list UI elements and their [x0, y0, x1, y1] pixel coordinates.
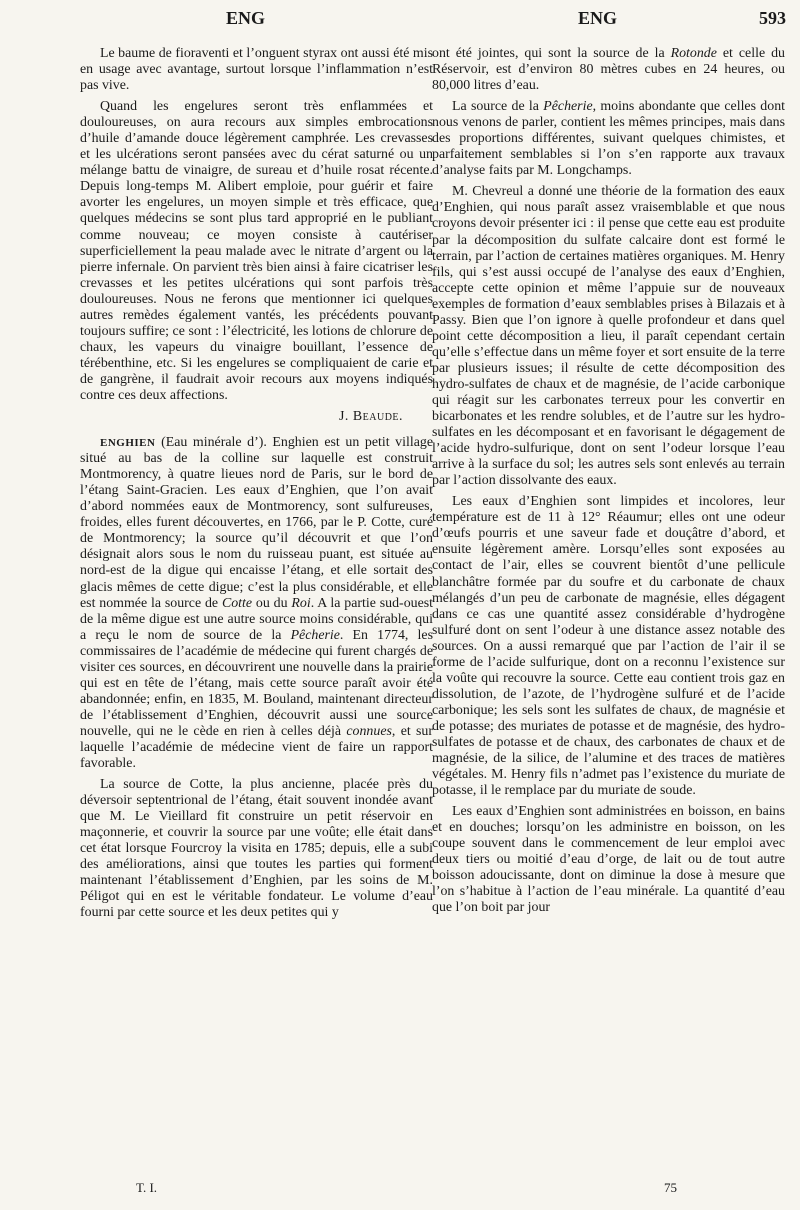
author-signature — [80, 409, 403, 425]
paragraph-text: , moins abondante que celles dont nous venons de parler, contient les mêmes principes, mais dans des proportions différentes, suivant quelques chimistes, et parfaitement semblables si l’on s’en rapporte aux travaux d’analyse faits par M. Longchamps. — [432, 99, 785, 179]
left-column — [80, 46, 433, 926]
paragraph-text: ont été jointes, qui sont la source de la — [432, 46, 671, 61]
italic-term: Cotte — [221, 595, 253, 611]
paragraph: Quand les engelures seront très enflammées et douloureuses, on aura recours aux simples embrocations d’huile d’amande douce légèrement camphrée. Les crevasses et les ulcérations seront pansées avec du cérat saturné ou un mélange battu de vinaigre, de sureau et d’huile rosat récente. Depuis long-temps M. Alibert emploie, pour guérir et faire avorter les engelures, un moyen simple et très efficace, que quelques médecins se sont plus tard approprié en le publiant comme nouveau; ce moyen consiste à cautériser superficiellement la peau malade avec le nitrate d’argent ou la pierre infernale. On parvient très bien ainsi à faire cicatriser les crevasses et les petites ulcérations qui sont parfois très douloureuses. Nous ne ferons que mentionner ici quelques autres remèdes également vantés, les précédents pouvant toujours suffire; ce sont : l’électricité, les lotions de chlorure de chaux, les vapeurs du vinaigre bouillant, l’essence de térébenthine, etc. Si les engelures se compliquaient de carie et de gangrène, il faudrait avoir recours aux moyens indiqués contre ces deux affections. — [80, 99, 433, 403]
header-left-word: ENG — [226, 8, 266, 28]
entry-headword: ENGHIEN — [100, 437, 156, 450]
paragraph: La source de Cotte, la plus ancienne, placée près du déversoir septentrional de l’étang, était souvent inondée avant que M. Le Vieillard fit construire un petit réservoir en maçonnerie, et couvrir la source par une voûte; elle était dans cet état lorsque Fourcroy la visita en 1785; depuis, elle a subi des améliorations, ainsi que toutes les parties qui forment maintenant l’établissement d’Enghien, par les soins de M. Péligot qui en est le véritable fondateur. Le volume d’eau fourni par cette source et les deux petites qui y — [80, 777, 433, 921]
entry-text: (Eau minérale d’). Enghien est un petit village situé au bas de la colline sur laquelle est construit Montmorency, à quatre lieues nord de Paris, sur le bord de l’étang Saint-Gracien. Les eaux d’Enghien, que l’on avait d’abord nommées eaux de Montmorency, sont sulfureuses, froides, elles furent découvertes, en 1766, par le P. Cotte, curé de Montmorency; la source qu’il découvrit et que l’on désignait alors sous le nom du ruisseau puant, est située au nord-est de la digue qui encaisse l’étang, et elle sortait des glacis mêmes de cette digue; c’est la plus considérable, et elle est nommée la source de — [80, 435, 433, 611]
paragraph: Les eaux d’Enghien sont limpides et incolores, leur température est de 11 à 12° Réaumur; elles ont une odeur d’œufs pourris et une saveur fade et douçâtre d’abord, et ensuite légèrement amère. Lorsqu’elles sont exposées au contact de l’air, elles se couvrent bientôt d’une pellicule blanchâtre formée par du soufre et du carbonate de chaux mélangés d’un peu de carbonate de magnésie, elles dégagent dans ce cas une quantité assez considérable d’hydrogène sulfuré dont on sent l’odeur à une distance assez notable des sources. On a aussi remarqué que par l’action de l’air il se forme de l’acide sulfurique, dont on a reconnu l’existence sur la voûte qui recouvre la source. Cette eau contient trois gaz en dissolution, de l’azote, de l’hydrogène sulfuré et de l’acide carbonique; les sels sont les sulfates de chaux, de magnésie et de potasse; des muriates de potasse et de magnésie, des hydro-sulfates de potasse et de chaux, des carbonates de chaux et de magnésie, de la silice, de l’alumine et des traces de matières végétales. M. Henry fils n’admet pas l’existence du muriate de potasse, il le remplace par du muriate de soude. — [432, 494, 785, 799]
enghien-entry — [80, 435, 433, 772]
header-right-word: ENG — [578, 8, 618, 28]
paragraph: Le baume de fioraventi et l’onguent styrax ont aussi été mis en usage avec avantage, surtout lorsque l’inflammation n’est pas vive. — [80, 46, 433, 94]
italic-term: Roi — [291, 595, 311, 611]
italic-term: Pêcherie — [543, 99, 593, 115]
paragraph: Les eaux d’Enghien sont administrées en boisson, en bains et en douches; lorsqu’on les administre en boisson, on les coupe souvent dans le commencement de leur emploi avec deux tiers ou moitié d’eau d’orge, de lait ou de tout autre boisson adoucissante, dont on diminue la dose à mesure que l’on s’habitue à l’action de l’eau minérale. La quantité d’eau que l’on boit par jour — [432, 804, 785, 916]
signature-name: Beaude. — [352, 409, 403, 425]
paragraph: M. Chevreul a donné une théorie de la formation des eaux d’Enghien, qui nous paraît assez vraisemblable et que nous croyons devoir présenter ici : il pense que cette eau est produite par la décomposition du sulfate calcaire dont est formé le terrain, par l’action de certaines matières organiques. M. Henry fils, qui s’est aussi occupé de l’analyse des eaux d’Enghien, accepte cette opinion et même l’appuie sur de nouveaux exemples de formation d’eaux semblables prises à Bilazais et à Passy. Bien que l’on ignore à quelle profondeur et dans quel point cette décomposition a lieu, il paraît cependant certain qu’elle s’effectue dans un même foyer et sort ensuite de la terre par plusieurs issues; il résulte de cette décomposition des hydro-sulfates de chaux et de magnésie, de l’acide carbonique qui réagit sur les carbonates terreux pour les convertir en bicarbonates et les rendre solubles, et de l’autre sur les hydro-sulfates en les décomposant et en favorisant le dégagement de l’acide hydro-sulfurique, dont on sent l’odeur lorsque l’eau arrive à la surface du sol; les autres sels sont enlevés au terrain par l’action dissolvante des eaux. — [432, 184, 785, 489]
paragraph — [432, 46, 785, 94]
italic-term: Rotonde — [670, 46, 717, 61]
paragraph — [432, 99, 785, 179]
volume-mark: T. I. — [136, 1180, 158, 1195]
entry-text: . En 1774, les commissaires de l’académie de médecine qui furent chargés de visiter ces sources, en découvrirent une nouvelle dans la prairie qui est en tête de l’étang, mais cette source paraît avoir été abandonnée; enfin, en 1835, M. Bouland, maintenant directeur de l’établissement d’Enghien, découvrit aussi une source nouvelle, qui ne le cède en rien à celles déjà — [80, 627, 433, 739]
signature-mark: 75 — [664, 1180, 677, 1195]
entry-text: . A la partie sud-ouest de la même digue est une autre source moins considérable, qui a reçu le nom de source de la — [80, 595, 434, 643]
paragraph-text: et celle du Réservoir, est d’environ 80 mètres cubes en 24 heures, ou 80,000 litres d’eau. — [432, 46, 785, 94]
running-header — [0, 8, 800, 38]
italic-term: Pêcherie — [290, 627, 340, 643]
italic-term: connues — [346, 723, 392, 739]
signature-initial: J. — [339, 409, 349, 425]
entry-text: ou du — [252, 595, 292, 611]
paragraph-text: La source de la — [452, 99, 544, 115]
entry-text: , et sur laquelle l’académie de médecine vient de faire un rapport favorable. — [80, 723, 434, 772]
right-column — [432, 46, 785, 921]
page-number: 593 — [759, 8, 786, 28]
